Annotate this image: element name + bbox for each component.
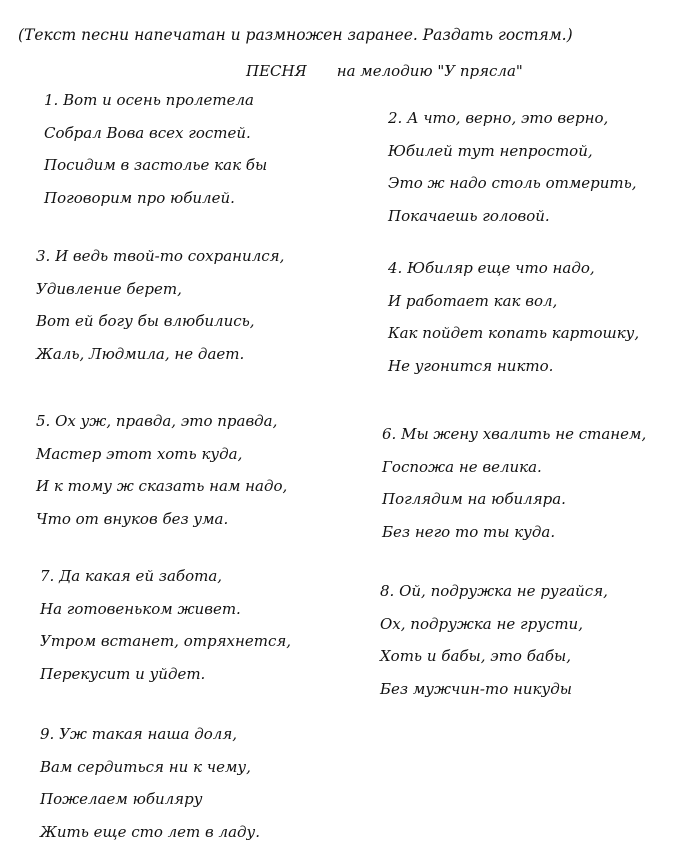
verse-line: Посидим в застолье как бы (44, 156, 268, 175)
verse-line: Утром встанет, отряхнется, (40, 632, 292, 651)
verse-line: 8. Ой, подружка не ругайся, (380, 582, 608, 600)
verse-line: 5. Ох уж, правда, это правда, (36, 412, 278, 430)
song-melody: на мелодию "У прясла" (336, 62, 523, 80)
verse-line: Без него то ты куда. (382, 522, 556, 541)
verse-line: И работает как вол, (388, 291, 558, 310)
verse-line: Поговорим про юбилей. (44, 188, 235, 207)
verse-line: И к тому ж сказать нам надо, (36, 477, 288, 496)
verse-line: Что от внуков без ума. (36, 509, 229, 528)
verse-line: Удивление берет, (36, 279, 182, 298)
verse-line: Хоть и бабы, это бабы, (380, 647, 571, 666)
verse-line: Ох, подружка не грусти, (380, 614, 583, 633)
verse-4 (388, 252, 639, 382)
verse-line: 7. Да какая ей забота, (40, 567, 223, 585)
verse-6 (382, 418, 646, 548)
verse-8 (380, 575, 608, 705)
verse-line: Мастер этот хоть куда, (36, 444, 243, 463)
song-title (246, 62, 523, 80)
verse-line: Как пойдет копать картошку, (388, 324, 640, 343)
verse-1 (44, 84, 267, 214)
verse-line: Не угонится никто. (388, 356, 554, 375)
verse-line: Юбилей тут непростой, (388, 141, 593, 160)
verse-line: Пожелаем юбиляру (40, 790, 203, 809)
verse-7 (40, 560, 291, 690)
verse-line: 6. Мы жену хвалить не станем, (382, 425, 647, 443)
verse-line: Вам сердиться ни к чему, (40, 757, 251, 776)
verse-line: Без мужчин-то никуды (380, 679, 572, 698)
verse-line: Госпожа не велика. (382, 457, 542, 476)
verse-line: Собрал Вова всех гостей. (44, 123, 251, 142)
verse-line: Это ж надо столь отмерить, (388, 174, 637, 193)
verse-line: Жить еще сто лет в ладу. (40, 822, 261, 841)
verse-line: Жаль, Людмила, не дает. (36, 344, 245, 363)
verse-line: 3. И ведь твой-то сохранился, (36, 247, 285, 265)
verse-line: На готовеньком живет. (40, 599, 241, 618)
verse-line: 2. А что, верно, это верно, (388, 109, 609, 127)
song-heading: ПЕСНЯ (246, 62, 307, 80)
verse-3 (36, 240, 284, 370)
verse-5 (36, 405, 287, 535)
verse-2 (388, 102, 637, 232)
verse-line: 9. Уж такая наша доля, (40, 725, 238, 743)
verse-line: Вот ей богу бы влюбились, (36, 312, 255, 331)
verse-line: Перекусит и уйдет. (40, 664, 206, 683)
verse-line: 1. Вот и осень пролетела (44, 91, 254, 109)
verse-line: 4. Юбиляр еще что надо, (388, 259, 595, 277)
verse-line: Поглядим на юбиляра. (382, 490, 566, 509)
verse-9 (40, 718, 260, 848)
page-note: (Текст песни напечатан и размножен заранее. Раздать гостям.) (18, 26, 573, 44)
verse-line: Покачаешь головой. (388, 206, 550, 225)
